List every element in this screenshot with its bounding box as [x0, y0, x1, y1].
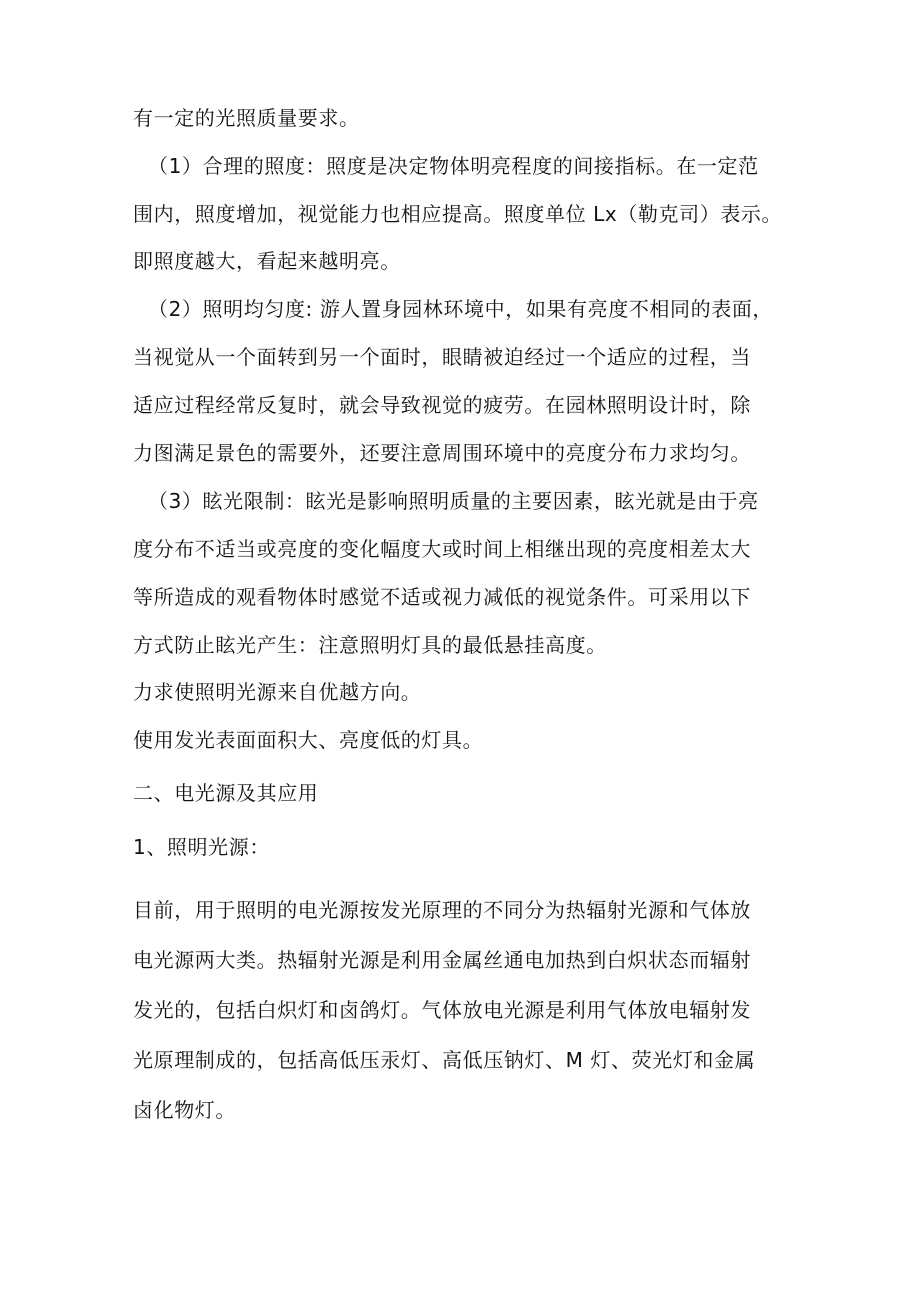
text-line: 使用发光表面面积大、亮度低的灯具。 — [133, 728, 484, 752]
subsection-heading: 1、照明光源： — [133, 835, 270, 859]
text-line: 目前，用于照明的电光源按发光原理的不同分为热辐射光源和气体放 — [133, 898, 751, 922]
text-line: （3）眩光限制：眩光是影响照明质量的主要因素，眩光就是由于亮 — [148, 489, 759, 513]
text-line: 力图满足景色的需要外，还要注意周围环境中的亮度分布力求均匀。 — [133, 441, 751, 465]
text-line: 电光源两大类。热辐射光源是利用金属丝通电加热到白炽状态而辐射 — [133, 948, 751, 972]
text-line: 度分布不适当或亮度的变化幅度大或时间上相继出现的亮度相差太大 — [133, 537, 751, 561]
text-line: 发光的，包括白炽灯和卤鸽灯。气体放电光源是利用气体放电辐射发 — [133, 998, 751, 1022]
text-line: 力求使照明光源来自优越方向。 — [133, 680, 422, 704]
text-line: 适应过程经常反复时，就会导致视觉的疲劳。在园林照明设计时，除 — [133, 393, 751, 417]
text-line: 卤化物灯。 — [133, 1098, 236, 1122]
text-line: 当视觉从一个面转到另一个面时，眼睛被迫经过一个适应的过程，当 — [133, 345, 751, 369]
text-line: 有一定的光照质量要求。 — [133, 106, 360, 130]
text-line: 光原理制成的，包括高低压汞灯、高低压钠灯、M 灯、荧光灯和金属 — [133, 1048, 756, 1072]
text-line: 围内，照度增加，视觉能力也相应提高。照度单位 Lx（勒克司）表示。 — [133, 202, 783, 226]
text-line: 等所造成的观看物体时感觉不适或视力减低的视觉条件。可采用以下 — [133, 585, 751, 609]
text-line: 方式防止眩光产生：注意照明灯具的最低悬挂高度。 — [133, 633, 607, 657]
section-heading: 二、电光源及其应用 — [133, 781, 319, 805]
text-line: （2）照明均匀度: 游人置身园林环境中，如果有亮度不相同的表面， — [148, 297, 774, 321]
text-line: （1）合理的照度：照度是决定物体明亮程度的间接指标。在一定范 — [148, 154, 759, 178]
text-line: 即照度越大，看起来越明亮。 — [133, 249, 401, 273]
